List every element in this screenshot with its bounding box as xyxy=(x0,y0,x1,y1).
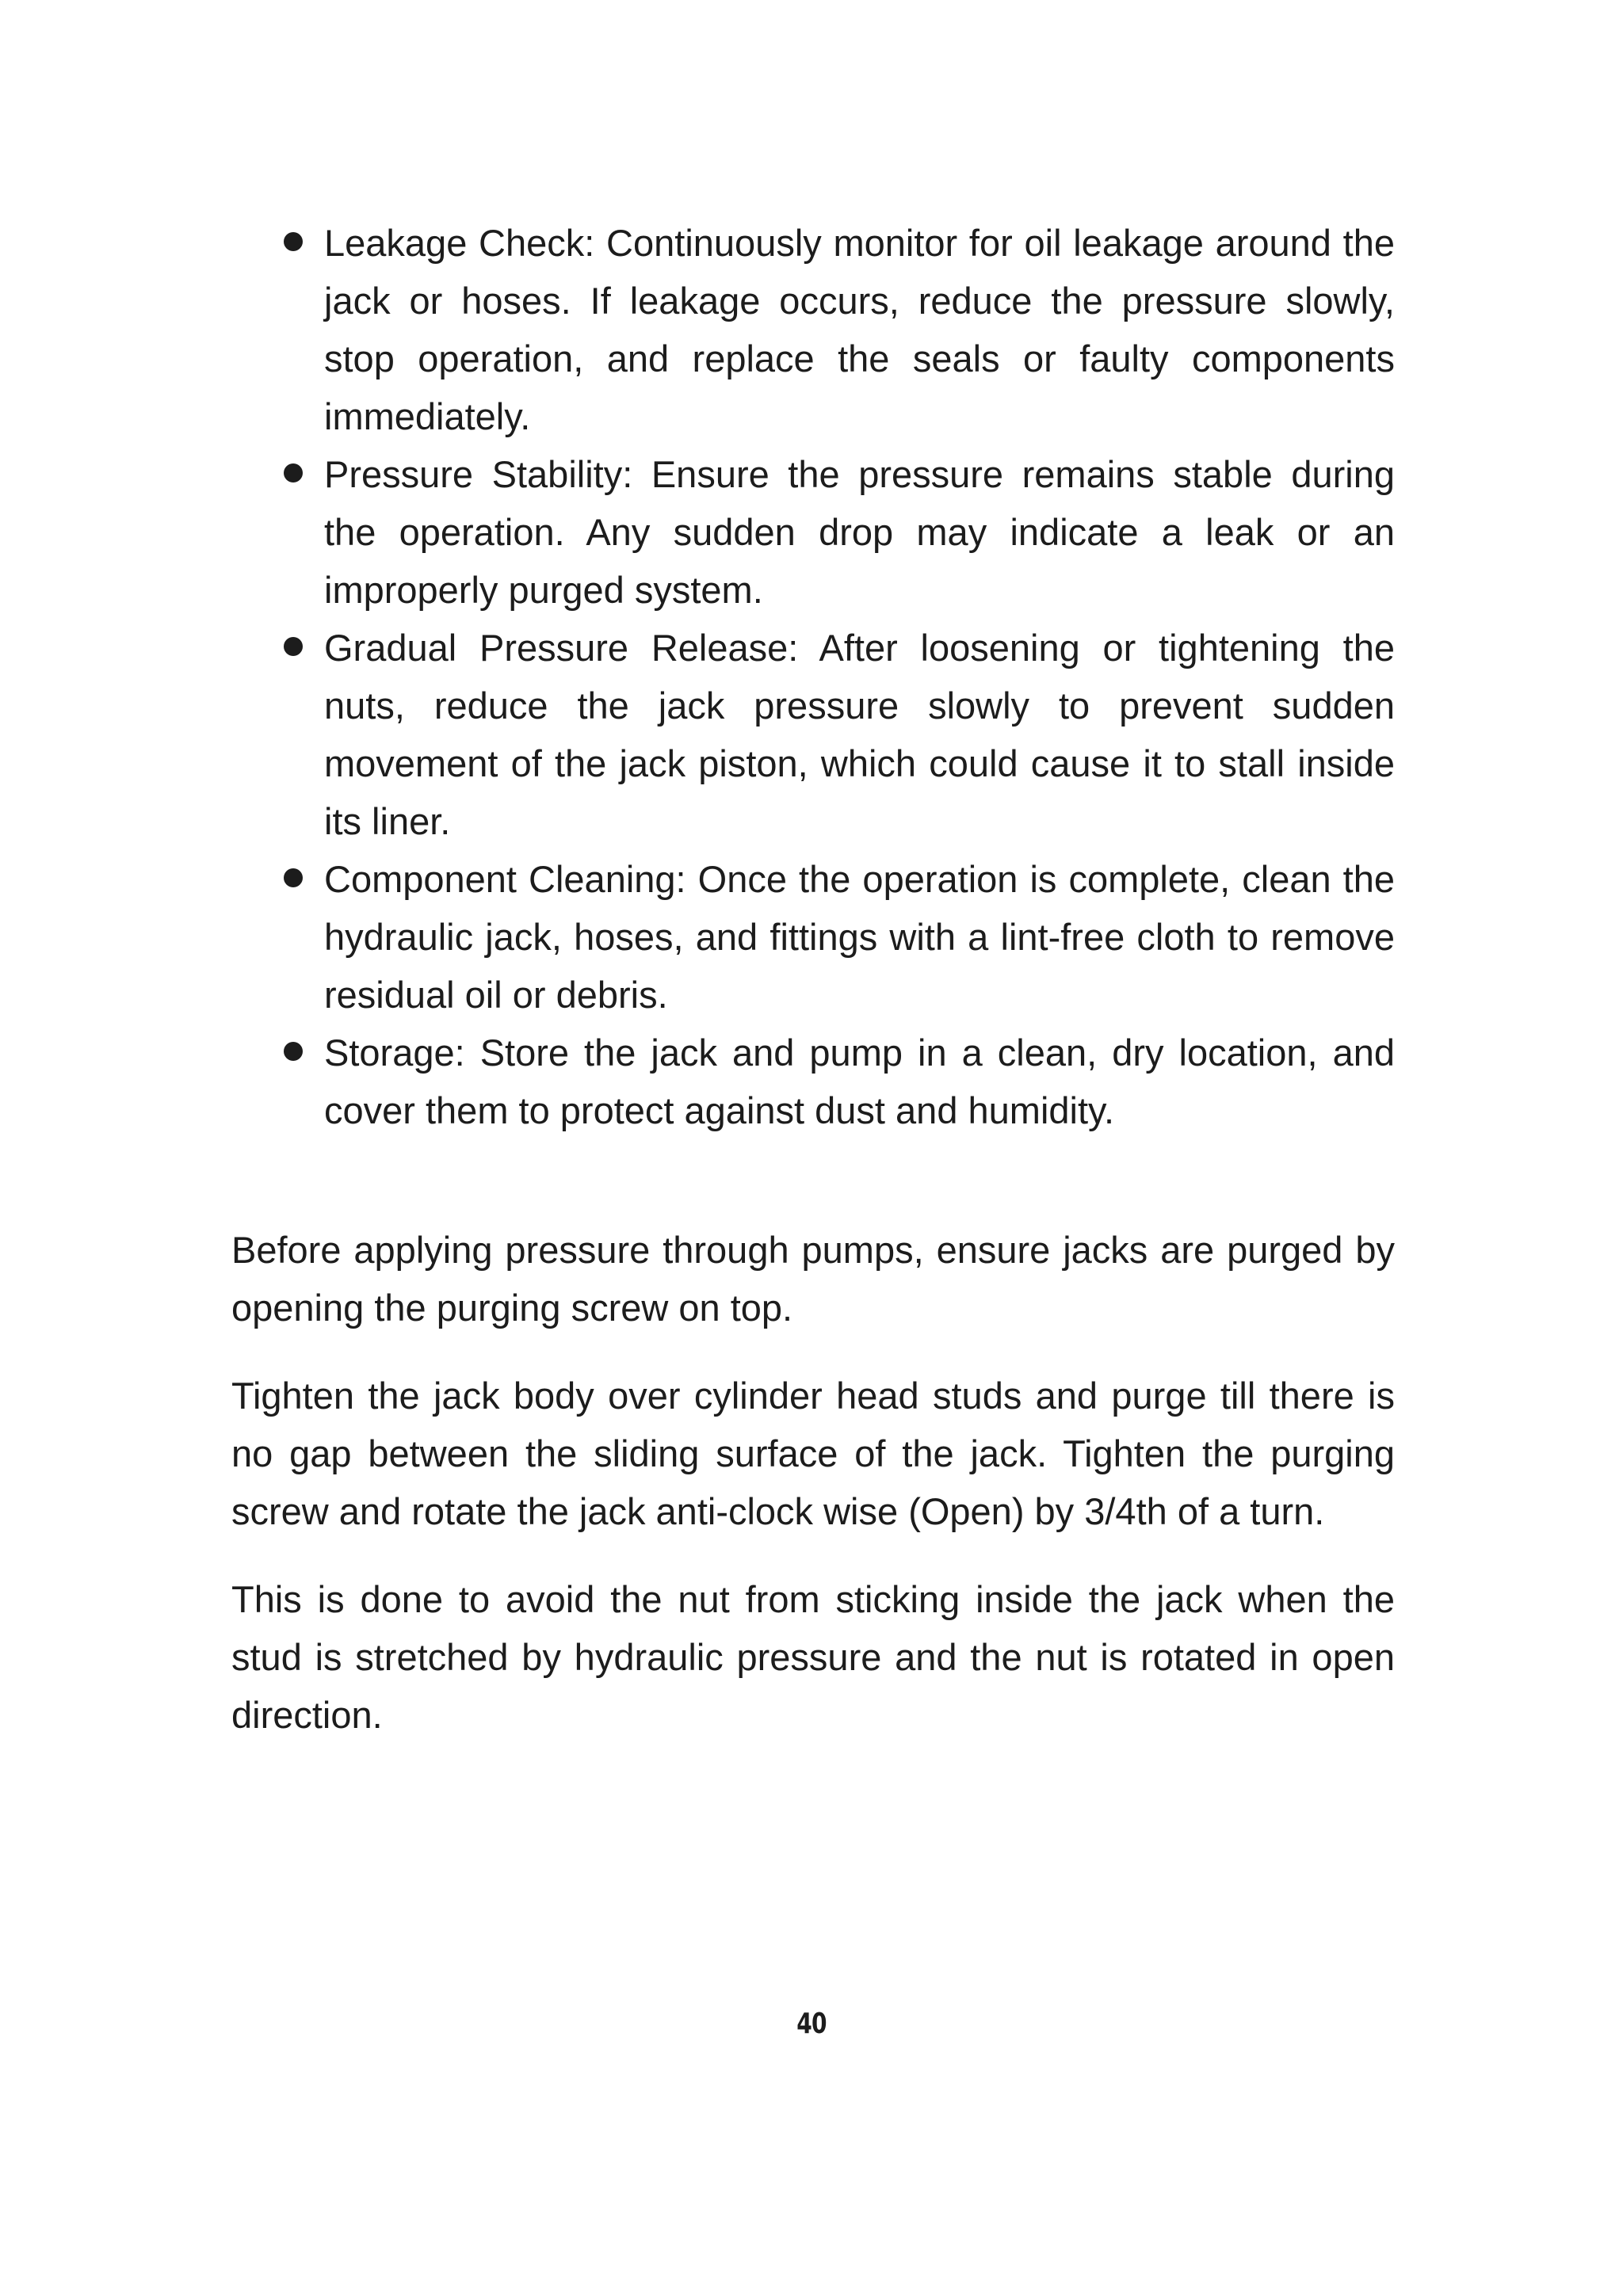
bullet-icon xyxy=(284,463,303,482)
bullet-item-pressure-stability xyxy=(231,445,1395,619)
bullet-icon xyxy=(284,232,303,251)
bullet-item-storage xyxy=(231,1024,1395,1139)
bullet-item-leakage-check xyxy=(231,214,1395,445)
bullet-text: Gradual Pressure Release: After loosening or tightening the nuts, reduce the jack pressure slowly to prevent sudden movement of the jack piston, which could cause it to stall inside its liner. xyxy=(324,627,1395,842)
page-content xyxy=(231,214,1395,1774)
bullet-text: Leakage Check: Continuously monitor for oil leakage around the jack or hoses. If leakage occurs, reduce the pressure slowly, stop operation, and replace the seals or faulty components immediately. xyxy=(324,222,1395,437)
bullet-icon xyxy=(284,637,303,656)
bullet-text: Pressure Stability: Ensure the pressure remains stable during the operation. Any sudden drop may indicate a leak or an improperly purged system. xyxy=(324,453,1395,611)
paragraph-tighten-jack: Tighten the jack body over cylinder head studs and purge till there is no gap between the sliding surface of the jack. Tighten the purging screw and rotate the jack anti-clock wise (Open) by 3/4th of a turn. xyxy=(231,1375,1395,1532)
bullet-text: Storage: Store the jack and pump in a clean, dry location, and cover them to protect against dust and humidity. xyxy=(324,1032,1395,1131)
bullet-icon xyxy=(284,868,303,887)
body-paragraphs xyxy=(231,1221,1395,1744)
page-number: 40 xyxy=(796,2008,827,2040)
bullet-item-gradual-pressure-release xyxy=(231,619,1395,850)
paragraph-avoid-sticking: This is done to avoid the nut from sticking inside the jack when the stud is stretched by hydraulic pressure and the nut is rotated in open direction. xyxy=(231,1578,1395,1736)
paragraph-purging: Before applying pressure through pumps, ensure jacks are purged by opening the purging screw on top. xyxy=(231,1229,1395,1329)
bullet-text: Component Cleaning: Once the operation is complete, clean the hydraulic jack, hoses, and fittings with a lint-free cloth to remove residual oil or debris. xyxy=(324,858,1395,1016)
bullet-list xyxy=(231,214,1395,1139)
bullet-icon xyxy=(284,1042,303,1061)
bullet-item-component-cleaning xyxy=(231,850,1395,1024)
